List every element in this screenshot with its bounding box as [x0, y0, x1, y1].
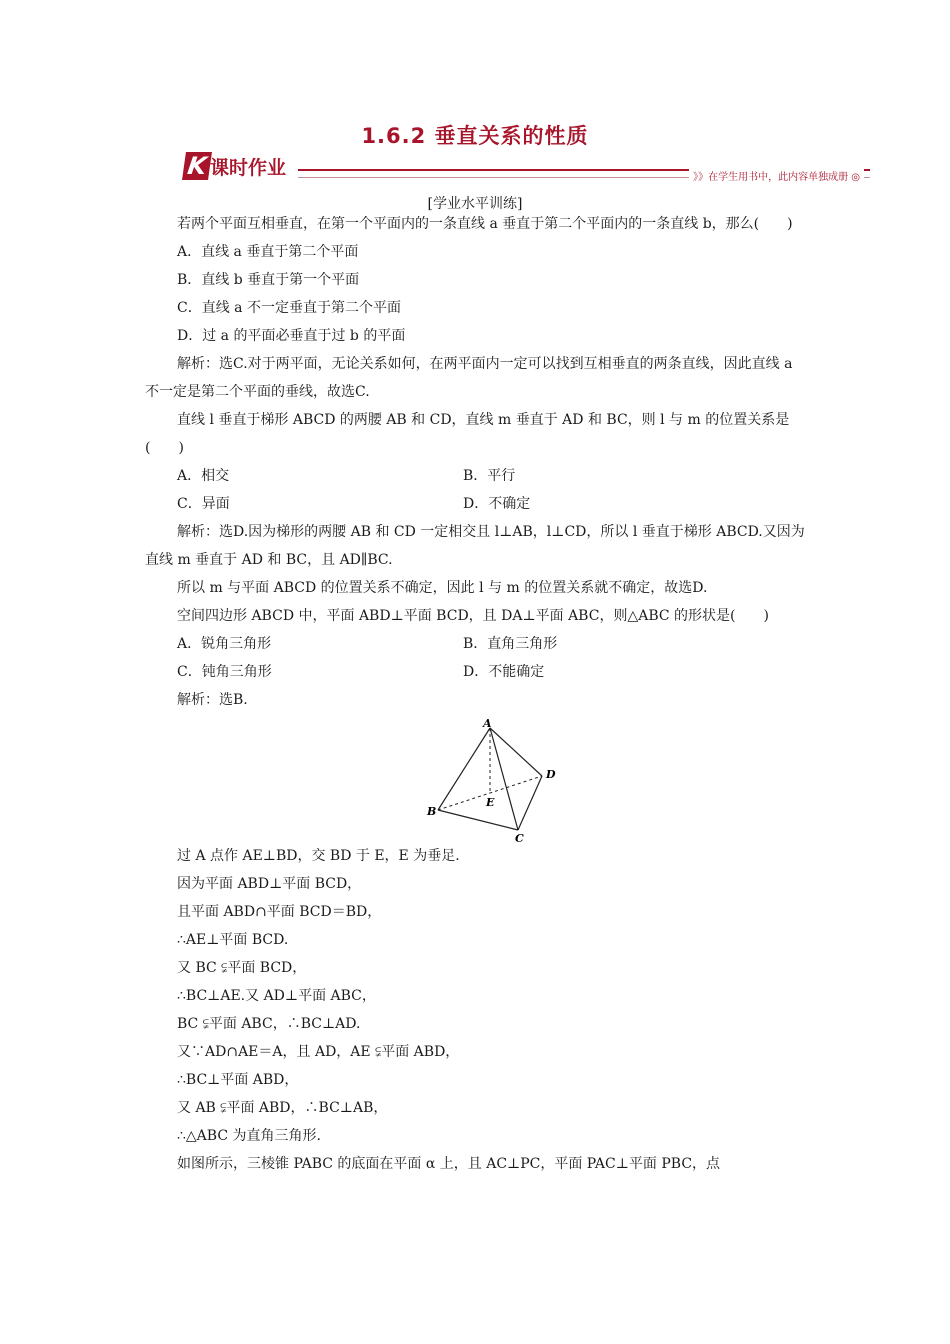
- proof-line: ∴BC⊥平面 ABD，: [177, 1072, 299, 1088]
- question-3-option-d: D．不能确定: [463, 664, 545, 680]
- tetrahedron-figure: [420, 717, 560, 845]
- proof-line: 因为平面 ABD⊥平面 BCD，: [177, 876, 362, 892]
- question-3-option-b: B．直角三角形: [463, 636, 558, 652]
- question-3-options-row-2: [145, 658, 810, 686]
- proof-line: 且平面 ABD∩平面 BCD＝BD，: [177, 904, 382, 920]
- question-1-option-b: B．直线 b 垂直于第一个平面: [177, 272, 360, 288]
- question-1-stem: 若两个平面互相垂直，在第一个平面内的一条直线 a 垂直于第二个平面内的一条直线 b，那么( ): [177, 216, 793, 232]
- proof-line: 又 BC ⫋平面 BCD，: [177, 960, 307, 976]
- question-2-option-b: B．平行: [463, 468, 516, 484]
- proof-line: ∴AE⊥平面 BCD.: [177, 932, 289, 948]
- question-4-stem: 如图所示，三棱锥 PABC 的底面在平面 α 上，且 AC⊥PC，平面 PAC⊥平面 PBC，点: [177, 1156, 721, 1172]
- question-2-stem: 直线 l 垂直于梯形 ABCD 的两腰 AB 和 CD，直线 m 垂直于 AD 和 BC，则 l 与 m 的位置关系是( ): [145, 412, 790, 456]
- question-3-options-row-1: [145, 630, 810, 658]
- question-2-analysis-cont: 所以 m 与平面 ABCD 的位置关系不确定，因此 l 与 m 的位置关系就不确定，故选D.: [177, 580, 708, 596]
- label-b: B: [427, 805, 437, 818]
- label-c: C: [515, 832, 524, 845]
- question-3-proof: [145, 842, 810, 1150]
- question-3-option-c: C．钝角三角形: [177, 664, 272, 680]
- section-banner: [180, 150, 870, 186]
- section-heading: [学业水平训练]: [427, 196, 523, 212]
- proof-line: ∴BC⊥AE.又 AD⊥平面 ABC，: [177, 988, 376, 1004]
- proof-line: ∴△ABC 为直角三角形.: [177, 1128, 321, 1144]
- question-2-option-d: D．不确定: [463, 496, 531, 512]
- question-3-analysis: 解析：选B.: [177, 692, 248, 708]
- question-2-options-row-2: [145, 490, 810, 518]
- edge-ac: [490, 728, 518, 830]
- edge-bc: [438, 810, 518, 830]
- question-1-option-d: D．过 a 的平面必垂直于过 b 的平面: [177, 328, 406, 344]
- question-2-analysis: 解析：选D.因为梯形的两腰 AB 和 CD 一定相交且 l⊥AB，l⊥CD，所以 l 垂直于梯形 ABCD.又因为直线 m 垂直于 AD 和 BC，且 AD∥BC.: [145, 524, 805, 568]
- question-1-option-c: C．直线 a 不一定垂直于第二个平面: [177, 300, 401, 316]
- edge-cd: [518, 776, 542, 830]
- document-body: [145, 210, 810, 1178]
- tetrahedron-diagram: [420, 717, 560, 845]
- label-d: D: [546, 768, 556, 781]
- proof-line: 又 AB ⫋平面 ABD，∴BC⊥AB，: [177, 1100, 388, 1116]
- proof-line: 过 A 点作 AE⊥BD，交 BD 于 E，E 为垂足.: [177, 848, 460, 864]
- k-logo-icon: K: [182, 152, 212, 180]
- question-3-option-a: A．锐角三角形: [177, 636, 272, 652]
- question-1-analysis: 解析：选C.对于两平面，无论关系如何，在两平面内一定可以找到互相垂直的两条直线，因此直线 a 不一定是第二个平面的垂线，故选C.: [145, 356, 793, 400]
- banner-note: 》》在学生用书中，此内容单独成册 ◎: [689, 168, 864, 183]
- page-title: 1.6.2 垂直关系的性质: [361, 124, 589, 148]
- question-2-options-row-1: [145, 462, 810, 490]
- banner-label: 课时作业: [210, 157, 287, 179]
- edge-ad: [490, 728, 542, 776]
- proof-line: BC ⫋平面 ABC，∴BC⊥AD.: [177, 1016, 361, 1032]
- question-2-option-c: C．异面: [177, 496, 230, 512]
- label-a: A: [483, 717, 492, 730]
- proof-line: 又∵AD∩AE＝A，且 AD，AE ⫋平面 ABD，: [177, 1044, 460, 1060]
- question-2-option-a: A．相交: [177, 468, 230, 484]
- question-3-stem: 空间四边形 ABCD 中，平面 ABD⊥平面 BCD，且 DA⊥平面 ABC，则△ABC 的形状是( ): [177, 608, 769, 624]
- question-1-option-a: A．直线 a 垂直于第二个平面: [177, 244, 359, 260]
- label-e: E: [486, 796, 495, 809]
- edge-ab: [438, 728, 490, 810]
